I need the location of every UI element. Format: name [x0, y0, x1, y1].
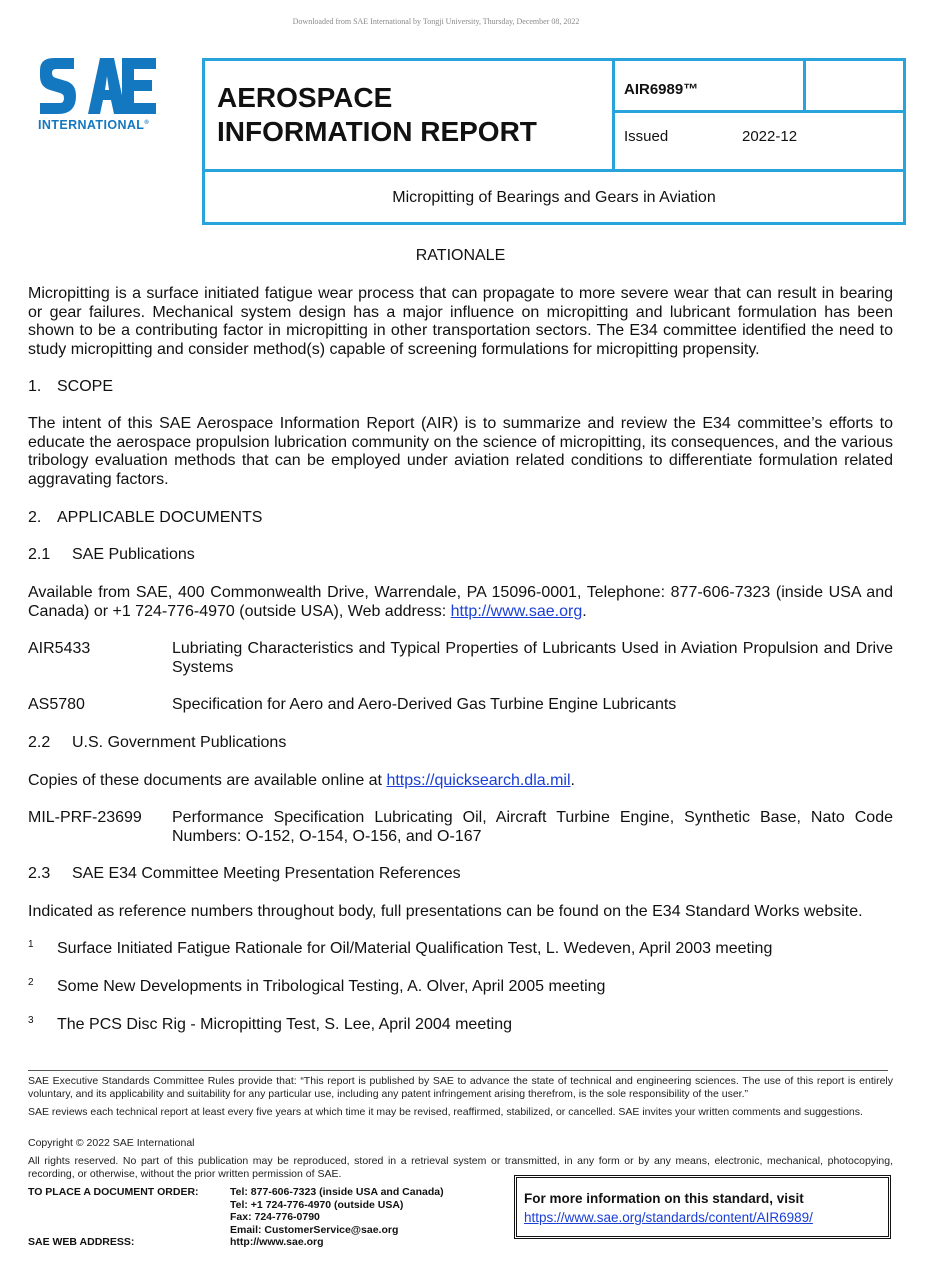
footer-divider: [28, 1070, 888, 1071]
order-tel-international: Tel: +1 724-776-4970 (outside USA): [230, 1198, 404, 1211]
quicksearch-link[interactable]: https://quicksearch.dla.mil: [386, 772, 571, 789]
section-title: SAE Publications: [72, 546, 195, 563]
sae-logo-mark: [38, 56, 158, 118]
rationale-paragraph: Micropitting is a surface initiated fatigue wear process that can propagate to more severe wear that can result in bearing or gear failures. Mechanical system design has a major influence on micropitting and lubricant formulation has been shown to be a contributing factor in micropitting in other transportation sectors. The E34 committee identified the need to study micropitting and consider method(s) capable of screening formulations for micropitting propensity.: [28, 285, 893, 358]
issued-date: 2022-12: [742, 128, 798, 145]
ref-title-as5780: Specification for Aero and Aero-Derived Gas Turbine Engine Lubricants: [172, 696, 677, 713]
e34-refs-paragraph: Indicated as reference numbers throughout body, full presentations can be found on the E34 Standard Works website.: [28, 903, 863, 920]
rationale-heading: RATIONALE: [415, 247, 506, 264]
doc-number-cell: [615, 61, 806, 113]
sae-pubs-paragraph: [28, 584, 893, 621]
section-1-heading: [28, 378, 113, 397]
gov-pubs-text-end: .: [570, 772, 575, 789]
more-info-title: For more information on this standard, visit: [524, 1191, 804, 1206]
section-2-2-heading: [28, 734, 286, 753]
footer-rights: All rights reserved. No part of this publication may be reproduced, stored in a retrieval system or transmitted, in any form or by any means, electronic, mechanical, photocopying, recording, or otherwise, without the prior written permission of SAE.: [28, 1155, 893, 1180]
sae-website-link[interactable]: http://www.sae.org: [450, 602, 583, 620]
issued-label: Issued: [624, 128, 669, 145]
reference-number: 1: [28, 939, 34, 950]
gov-pubs-text: Copies of these documents are available online at: [28, 772, 387, 789]
order-fax: Fax: 724-776-0790: [230, 1211, 320, 1223]
section-number: 2.1: [28, 546, 51, 563]
order-contact: [230, 1186, 444, 1249]
more-info-box: [514, 1175, 891, 1239]
order-email: Email: CustomerService@sae.org: [230, 1223, 399, 1236]
reference-item: Surface Initiated Fatigue Rationale for Oil/Material Qualification Test, L. Wedeven, April 2003 meeting: [57, 940, 773, 957]
sae-pubs-text: Available from SAE, 400 Commonwealth Drive, Warrendale, PA 15096-0001, Telephone: 877-606-7323 (inside USA and Canada) or +1 724-776-4970 (outside USA), Web address:: [28, 584, 893, 620]
section-title: APPLICABLE DOCUMENTS: [57, 509, 263, 526]
footer-copyright: Copyright © 2022 SAE International: [28, 1137, 195, 1149]
section-number: 2.2: [28, 734, 51, 751]
section-title: SAE E34 Committee Meeting Presentation References: [72, 865, 461, 882]
gov-pubs-paragraph: [28, 772, 893, 791]
section-2-1-heading: [28, 546, 195, 565]
sae-logo: [38, 56, 188, 132]
ref-id-air5433: AIR5433: [28, 640, 91, 657]
report-type-line2: INFORMATION REPORT: [217, 116, 537, 147]
order-label: TO PLACE A DOCUMENT ORDER:: [28, 1186, 199, 1198]
footer-rules: SAE Executive Standards Committee Rules provide that: “This report is published by SAE to advance the state of technical and engineering sciences. The use of this report is entirely voluntary, and its applicability and suitability for any particular use, including any patent infringement arising therefrom, is the sole responsibility of the user.”: [28, 1075, 893, 1100]
reference-number: 2: [28, 977, 34, 988]
doc-number: AIR6989™: [624, 81, 699, 98]
logo-reg-mark: ®: [144, 119, 150, 126]
logo-international-text: INTERNATIONAL: [38, 118, 145, 132]
standard-page-link[interactable]: https://www.sae.org/standards/content/AIR6989/: [524, 1210, 813, 1225]
section-number: 1.: [28, 378, 42, 395]
order-tel-domestic: Tel: 877-606-7323 (inside USA and Canada): [230, 1186, 444, 1198]
document-header-box: [202, 58, 906, 225]
section-title: SCOPE: [57, 378, 114, 395]
revision-cell: [806, 61, 903, 113]
ref-id-mil-prf-23699: MIL-PRF-23699: [28, 809, 142, 826]
download-notice: Downloaded from SAE International by Tongji University, Thursday, December 08, 2022: [292, 17, 580, 26]
section-title: U.S. Government Publications: [72, 734, 287, 751]
reference-item: Some New Developments in Tribological Testing, A. Olver, April 2005 meeting: [57, 978, 606, 995]
section-number: 2.: [28, 509, 42, 526]
scope-paragraph: The intent of this SAE Aerospace Information Report (AIR) is to summarize and review the E34 committee’s efforts to educate the aerospace propulsion lubrication community on the science of micropitting, its consequences, and the various tribology evaluation methods that can be employed under aviation related conditions to differentiate formulation related aggravating factors.: [28, 415, 893, 488]
ref-id-as5780: AS5780: [28, 696, 85, 713]
section-2-3-heading: [28, 865, 461, 884]
footer-review: SAE reviews each technical report at least every five years at which time it may be revised, reaffirmed, stabilized, or cancelled. SAE invites your written comments and suggestions.: [28, 1106, 863, 1118]
issued-cell: [615, 113, 903, 172]
reference-item: The PCS Disc Rig - Micropitting Test, S. Lee, April 2004 meeting: [57, 1016, 513, 1033]
section-2-heading: [28, 509, 262, 528]
section-number: 2.3: [28, 865, 51, 882]
report-type-line1: AEROSPACE: [217, 82, 393, 113]
web-address: http://www.sae.org: [230, 1236, 324, 1248]
ref-title-mil-prf-23699: Performance Specification Lubricating Oil, Aircraft Turbine Engine, Synthetic Base, Nato Code Numbers: O-152, O-154, O-156, and O-167: [172, 809, 893, 845]
web-address-label: SAE WEB ADDRESS:: [28, 1236, 135, 1248]
report-type-cell: [205, 61, 615, 172]
ref-title-air5433: Lubriating Characteristics and Typical Properties of Lubricants Used in Aviation Propulsion and Drive Systems: [172, 640, 893, 676]
reference-number: 3: [28, 1015, 34, 1026]
sae-pubs-text-end: .: [582, 602, 587, 620]
document-title: Micropitting of Bearings and Gears in Aviation: [392, 189, 716, 206]
